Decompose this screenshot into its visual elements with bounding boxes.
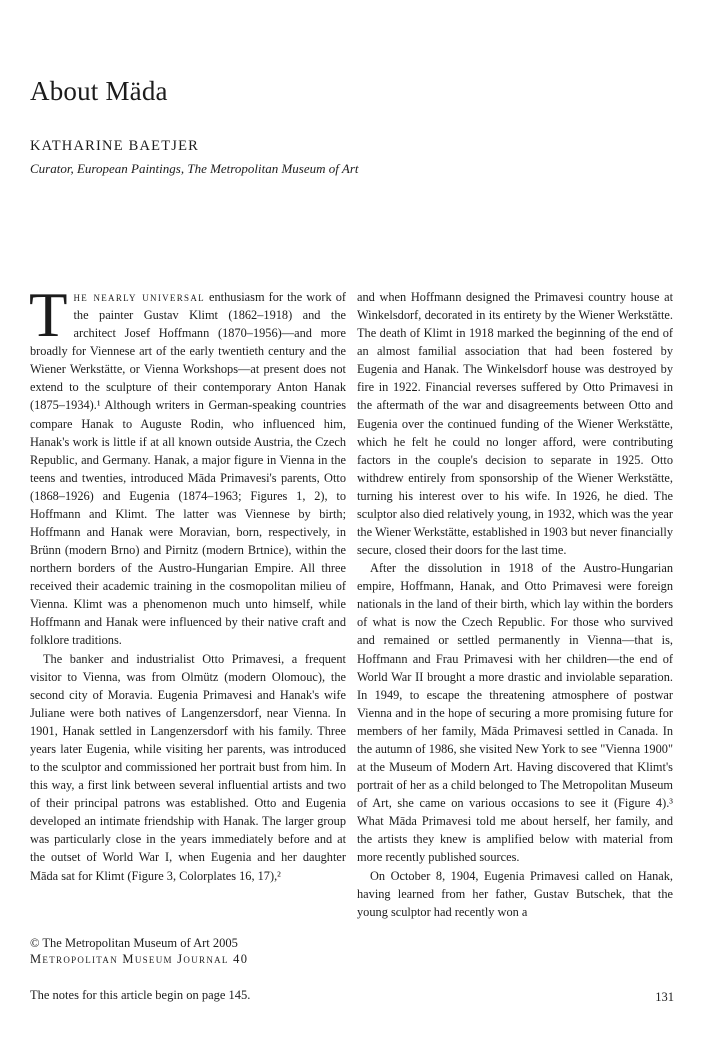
copyright-notice: © The Metropolitan Museum of Art 2005 xyxy=(30,936,238,950)
notes-reference: The notes for this article begin on page 145. xyxy=(30,988,251,1002)
body-paragraph xyxy=(29,280,346,650)
drop-cap: T xyxy=(29,280,68,350)
page-number: 131 xyxy=(655,990,674,1004)
article-title: About Mäda xyxy=(30,76,168,106)
right-column xyxy=(357,288,673,921)
body-paragraph: The banker and industrialist Otto Primavesi, a frequent visitor to Vienna, was from Olmütz (modern Olomouc), the second city of Moravia. Eugenia Primavesi and Hanak's wife Juliane were both natives of Langenzersdorf, near Vienna. In 1901, Hanak settled in Langenzersdorf with his family. Three years later Eugenia, while visiting her parents, was introduced to the sculptor and commissioned her portrait bust from him. In this way, a first link between several influential artists and two of their principal patrons was established. Otto and Eugenia developed an intimate friendship with Hanak. The larger group was particularly close in the years immediately before and at the outset of World War I, when Eugenia and her daughter Māda sat for Klimt (Figure 3, Colorplates 16, 17),² xyxy=(30,651,346,883)
opening-smallcaps: he nearly universal xyxy=(73,290,205,304)
author-name: KATHARINE BAETJER xyxy=(30,138,200,154)
body-paragraph: and when Hoffmann designed the Primavesi country house at Winkelsdorf, decorated in its entirety by the Wiener Werkstätte. The death of Klimt in 1918 marked the beginning of the end of an almost familial association that had been fostered by Eugenia and Hanak. The Winkelsdorf house was destroyed by fire in 1922. Financial reverses suffered by Otto Primavesi in the aftermath of the war and disagreements between Otto and Eugenia over the continued funding of the Wiener Werkstätte, which he felt he could no longer afford, were contributing factors in the couple's decision to separate in 1925. Otto withdrew entirely from sponsorship of the Wiener Werkstätte, turning his interest over to his wife. In 1926, he died. The sculptor also died relatively young, in 1932, which was the year the Wiener Werkstätte, established in 1903 but never financially secure, closed their doors for the last time. xyxy=(357,290,673,558)
body-paragraph: After the dissolution in 1918 of the Austro-Hungarian empire, Hoffmann, Hanak, and Otto Primavesi were foreign nationals in the land of their birth, which lay within the borders of what is now the Czech Republic. For those who survived and remained or settled permanently in Vienna—that is, Hoffmann and Frau Primavesi with her children—the end of World War II brought a more drastic and inviolable separation. In 1949, to escape the threatening atmosphere of postwar Vienna and in the hope of securing a more promising future for members of her family, Māda Primavesi settled in Canada. In the autumn of 1986, she visited New York to see "Vienna 1900" at the Museum of Modern Art. Having discovered that Klimt's portrait of her as a child belonged to The Metropolitan Museum of Art, she came on various occasions to see it (Figure 4).³ What Māda Primavesi told me about herself, her family, and the artists they knew is amplified below with material from more recently published sources. xyxy=(357,561,673,865)
author-affiliation: Curator, European Paintings, The Metropolitan Museum of Art xyxy=(30,161,359,176)
paragraph-text: enthusiasm for the work of the painter Gustav Klimt (1862–1918) and the architect Josef Hoffmann (1870–1956)—and more broadly for Viennese art of the early twentieth century and the Wiener Werkstätte, or Vienna Workshops—at present does not extend to the sculpture of their contemporary Anton Hanak (1875–1934).¹ Although writers in German-speaking countries compare Hanak to Auguste Rodin, who influenced him, Hanak's work is little if at all known outside Austria, the Czech Republic, and Germany. Hanak, a major figure in Vienna in the teens and twenties, introduced Māda Primavesi's parents, Otto (1868–1926) and Eugenia (1874–1963; Figures 1, 2), to Hoffmann and Klimt. The latter was Viennese by birth; Hoffmann and Hanak were Moravian, born, respectively, in Brünn (modern Brno) and Pirnitz (modern Brtnice), within the northern borders of the Austro-Hungarian Empire. All three received their academic training in the cosmopolitan milieu of Vienna. Klimt was a phenomenon much unto himself, while Hoffmann and Hanak were influenced by their native craft and folklore traditions. xyxy=(30,290,346,648)
journal-name: Metropolitan Museum Journal 40 xyxy=(30,952,249,966)
left-column xyxy=(29,280,346,885)
body-paragraph: On October 8, 1904, Eugenia Primavesi called on Hanak, having learned from her father, Gustav Butschek, that the young sculptor had recently won a xyxy=(357,868,673,919)
